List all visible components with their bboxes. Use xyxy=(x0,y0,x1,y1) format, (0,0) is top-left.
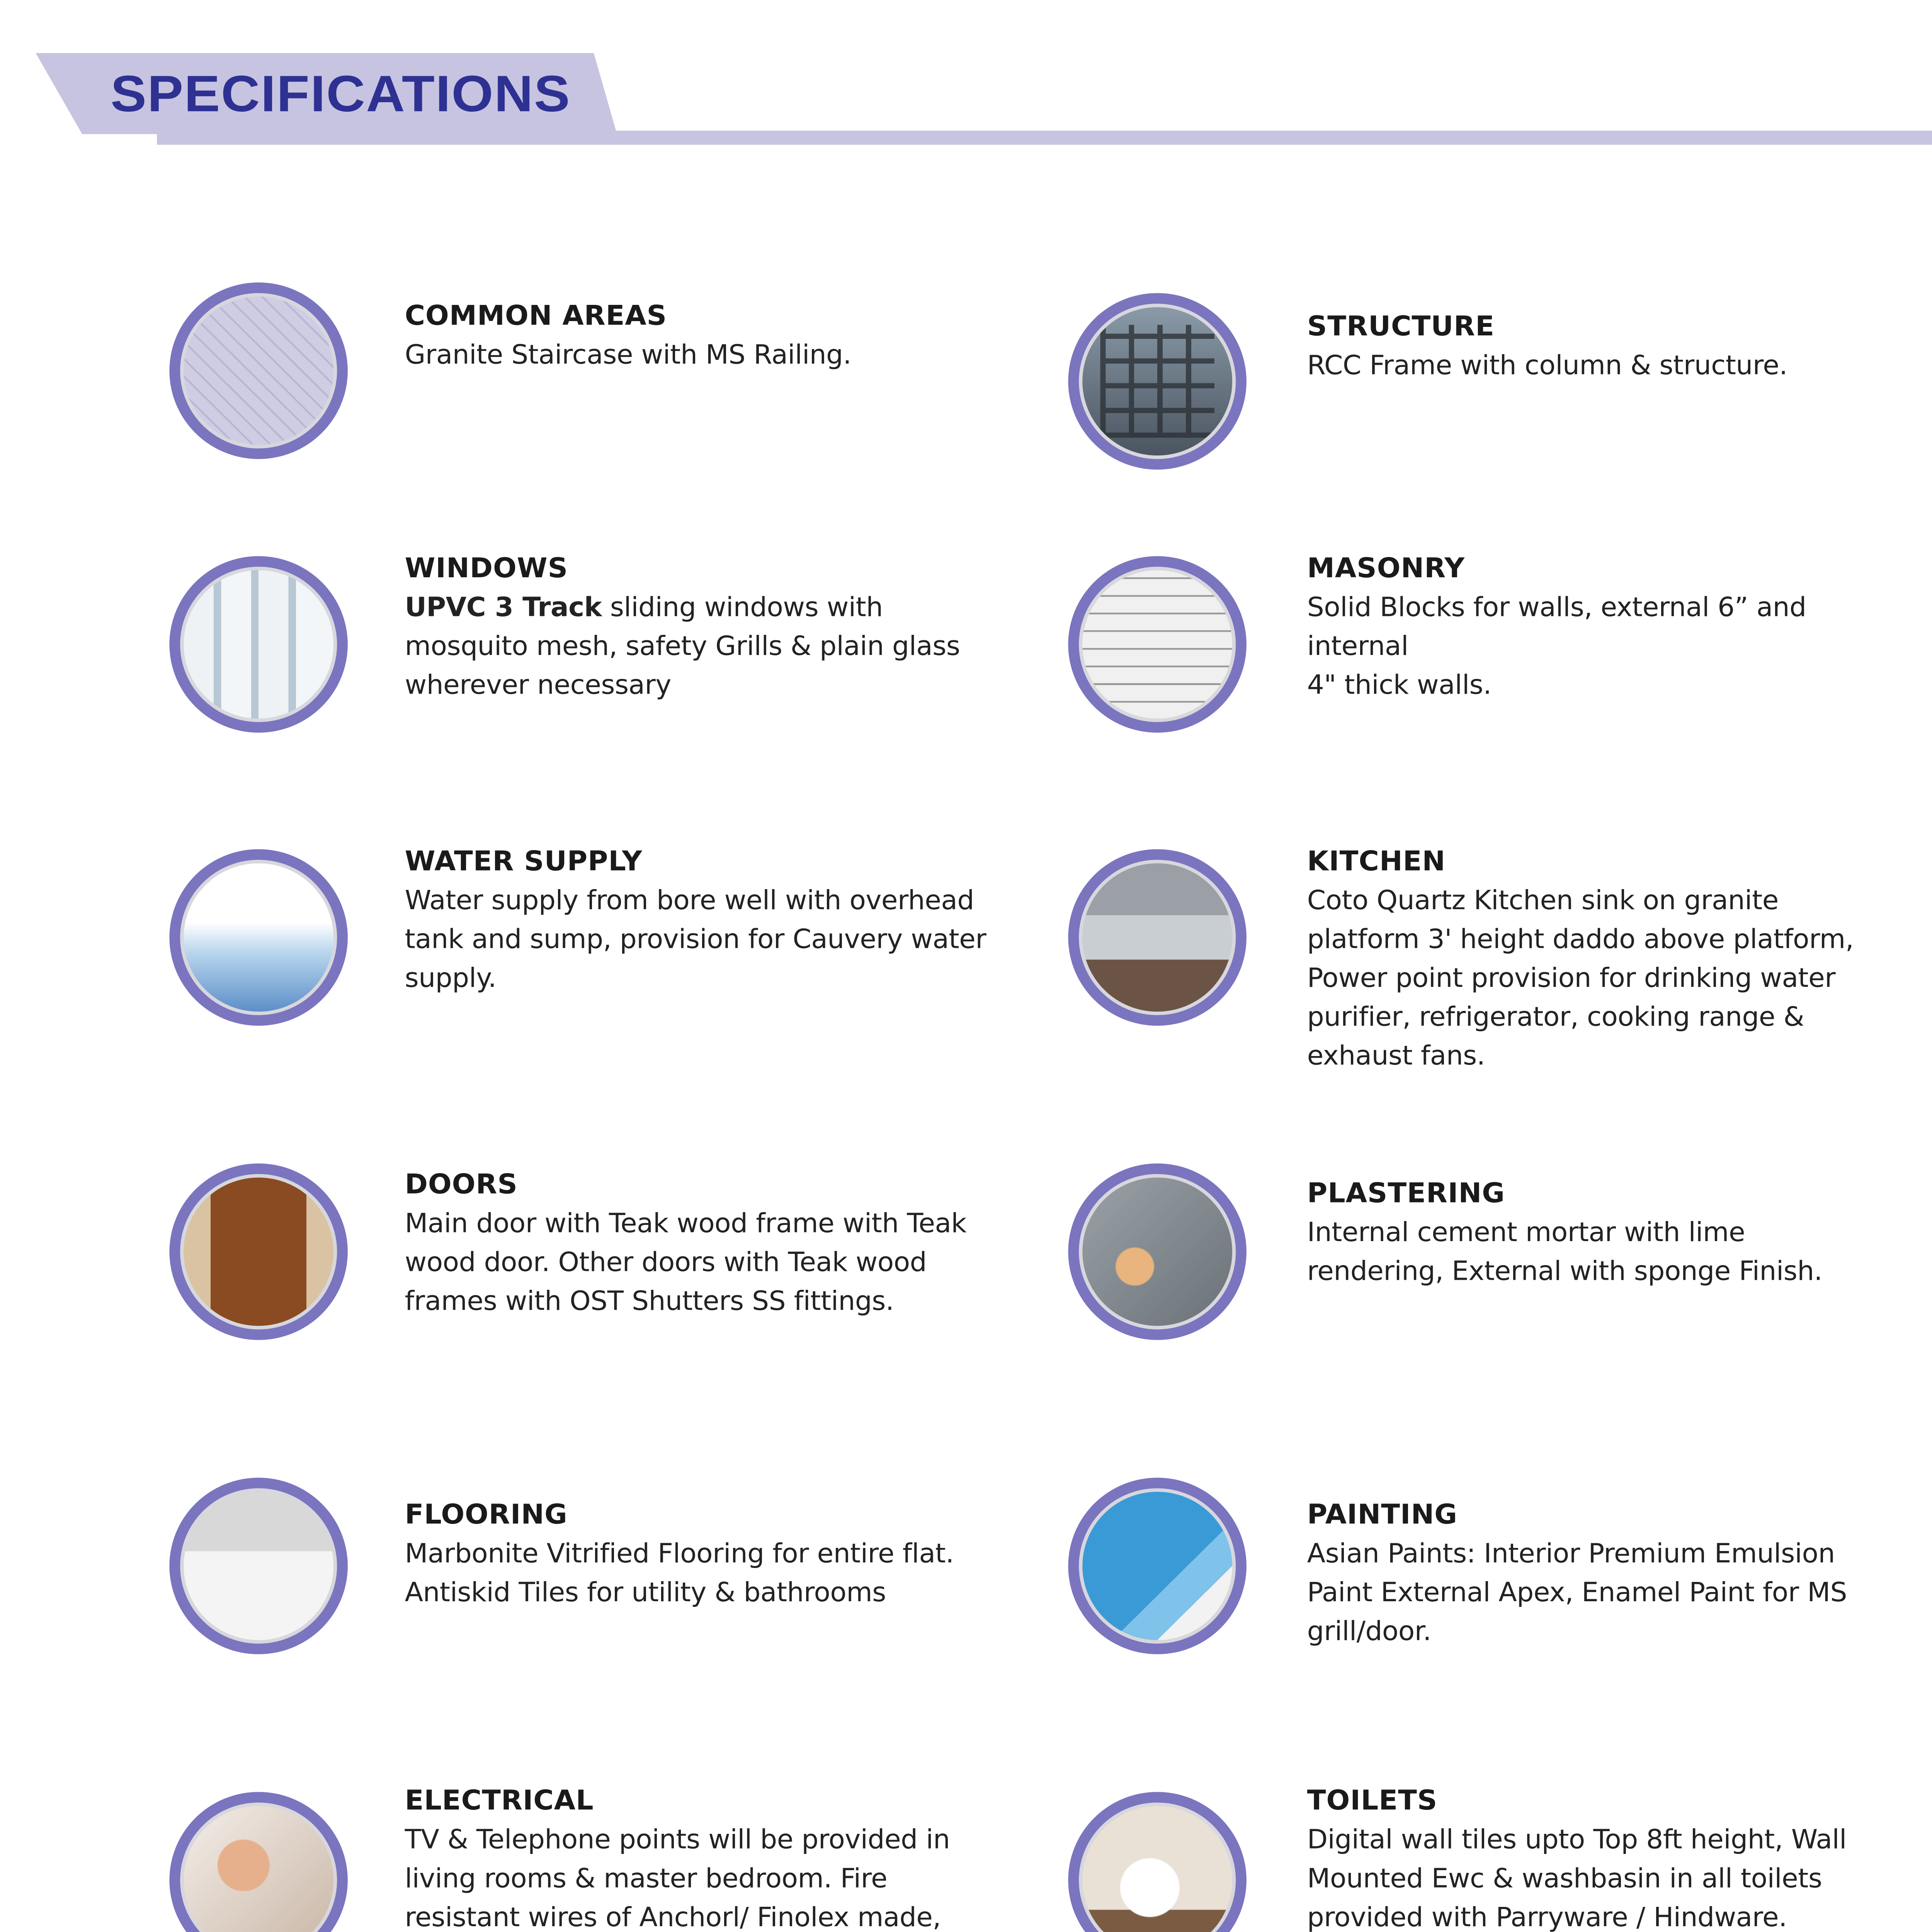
water-tap-image xyxy=(180,860,337,1015)
spec-image-ring xyxy=(1068,1478,1247,1654)
windows-image xyxy=(180,567,337,722)
spec-heading: PLASTERING xyxy=(1307,1177,1505,1209)
header-divider xyxy=(157,131,1932,145)
spec-heading: WATER SUPPLY xyxy=(405,845,643,878)
spec-image-ring xyxy=(169,1792,347,1932)
spec-body: RCC Frame with column & structure. xyxy=(1307,349,1788,381)
spec-image-ring xyxy=(1068,1163,1247,1340)
spec-image-ring xyxy=(1068,556,1247,733)
spec-body: Internal cement mortar with lime rendering, External with sponge Finish. xyxy=(1307,1216,1823,1287)
spec-body: Solid Blocks for walls, external 6” and internal 4" thick walls. xyxy=(1307,591,1806,701)
spec-image-ring xyxy=(169,1478,347,1654)
spec-body: Asian Paints: Interior Premium Emulsion Paint External Apex, Enamel Paint for MS grill/door. xyxy=(1307,1537,1847,1647)
toilet-image xyxy=(1079,1803,1236,1932)
spec-heading: COMMON AREAS xyxy=(405,300,667,332)
spec-heading: ELECTRICAL xyxy=(405,1785,594,1817)
spec-heading: DOORS xyxy=(405,1168,518,1201)
spec-body: TV & Telephone points will be provided in living rooms & master bedroom. Fire resistant wires of Anchorl/ Finolex made, xyxy=(405,1823,950,1932)
spec-body: Marbonite Vitrified Flooring for entire flat. Antiskid Tiles for utility & bathrooms xyxy=(405,1537,954,1609)
spec-heading: FLOORING xyxy=(405,1499,568,1531)
spec-body: Granite Staircase with MS Railing. xyxy=(405,339,852,371)
spec-body: Digital wall tiles upto Top 8ft height, Wall Mounted Ewc & washbasin in all toilets provided with Parryware / Hindware. xyxy=(1307,1823,1847,1932)
specifications-title: SPECIFICATIONS xyxy=(111,67,571,124)
spec-body-bold: UPVC 3 Track xyxy=(405,591,602,623)
spec-body: Water supply from bore well with overhead tank and sump, provision for Cauvery water supply. xyxy=(405,884,986,994)
flooring-image xyxy=(180,1488,337,1644)
kitchen-sink-image xyxy=(1079,860,1236,1015)
spec-heading: TOILETS xyxy=(1307,1785,1438,1817)
spec-heading: WINDOWS xyxy=(405,553,568,585)
plastering-image xyxy=(1079,1174,1236,1329)
spec-body xyxy=(405,588,1011,704)
spec-body: Main door with Teak wood frame with Teak wood door. Other doors with Teak wood frames with OST Shutters SS fittings. xyxy=(405,1208,967,1317)
spec-heading: PAINTING xyxy=(1307,1499,1458,1531)
spec-image-ring xyxy=(169,849,347,1026)
spec-body: Coto Quartz Kitchen sink on granite platform 3' height daddo above platform, Power point provision for drinking water purifier, refrigerator, cooking range & exhaust fans. xyxy=(1307,884,1854,1072)
spec-image-ring xyxy=(169,282,347,459)
spec-heading: MASONRY xyxy=(1307,553,1465,585)
masonry-image xyxy=(1079,567,1236,722)
spec-heading: KITCHEN xyxy=(1307,845,1446,878)
spec-image-ring xyxy=(169,1163,347,1340)
paint-roller-image xyxy=(1079,1488,1236,1644)
door-image xyxy=(180,1174,337,1329)
spec-heading: STRUCTURE xyxy=(1307,311,1495,343)
spec-body-rest: sliding windows with mosquito mesh, safety Grills & plain glass wherever necessary xyxy=(405,591,960,701)
spec-image-ring xyxy=(1068,849,1247,1026)
spec-image-ring xyxy=(1068,1792,1247,1932)
staircase-image xyxy=(180,293,337,448)
electrical-wires-image xyxy=(180,1803,337,1932)
spec-image-ring xyxy=(169,556,347,733)
structure-image xyxy=(1079,304,1236,459)
spec-image-ring xyxy=(1068,293,1247,469)
